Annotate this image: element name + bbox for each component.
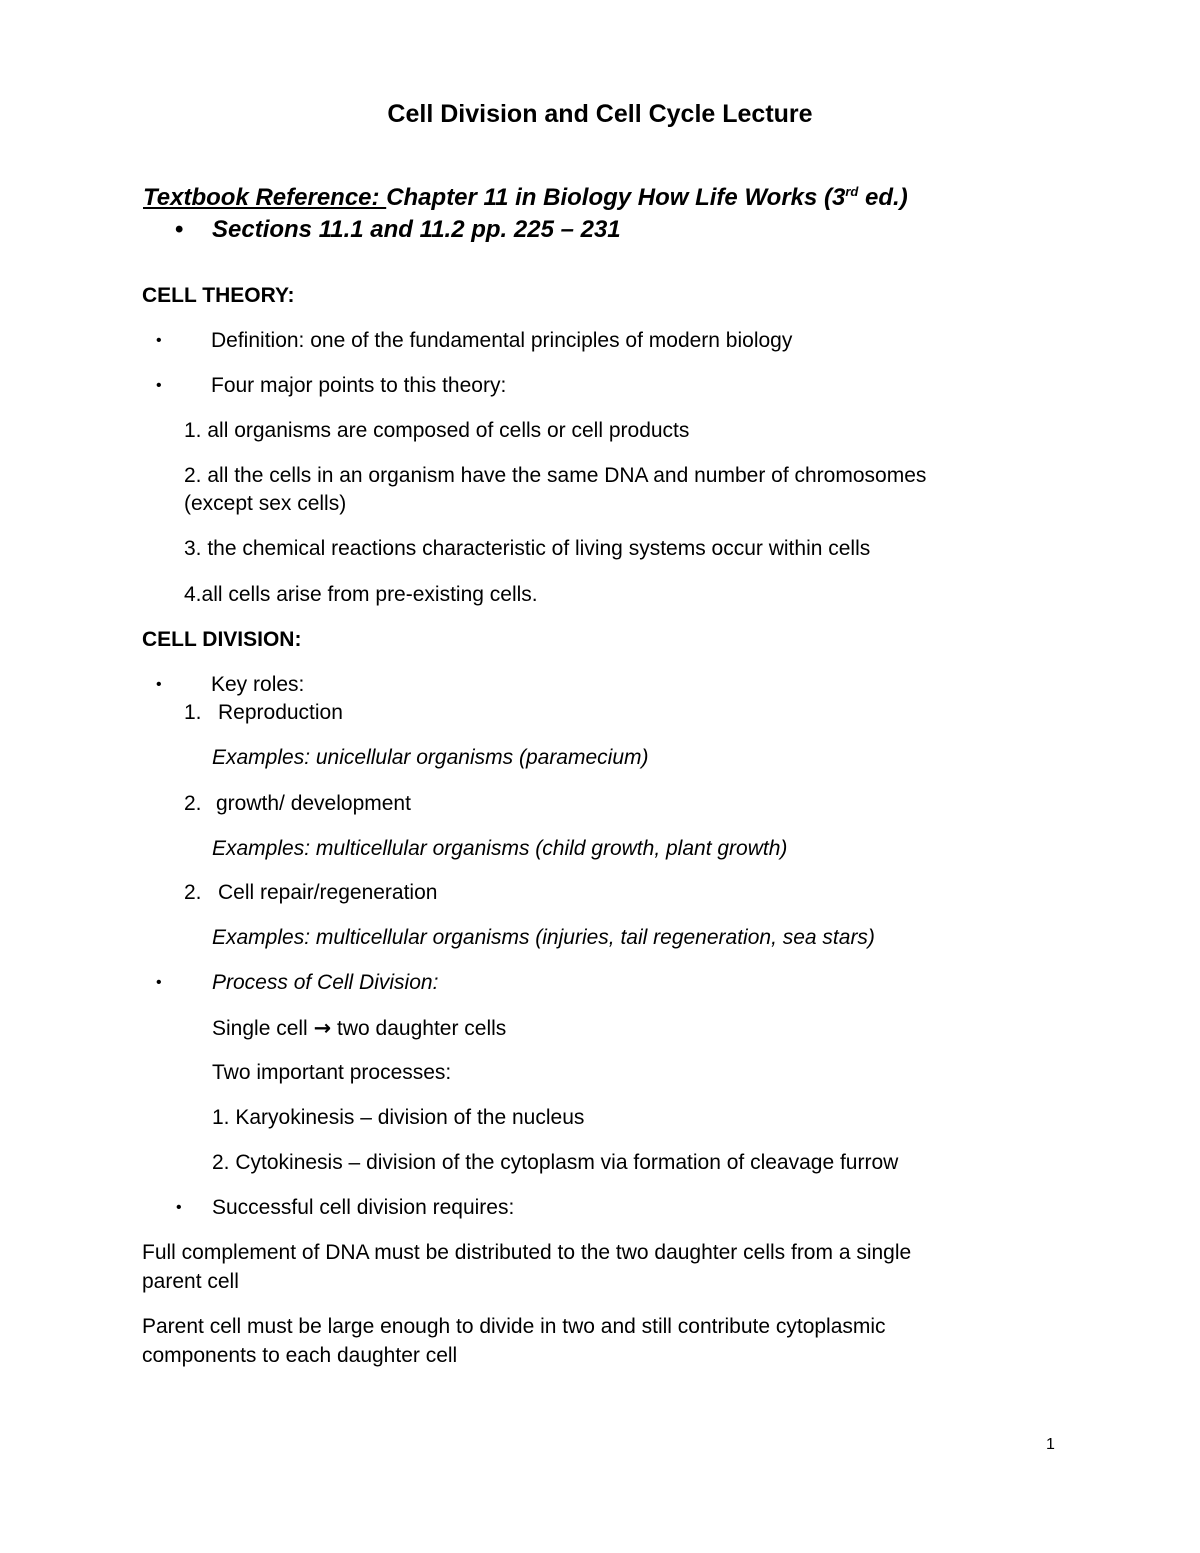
process-1-text: 1. Karyokinesis – division of the nucleus [212, 1106, 585, 1129]
requirement-1-line-1: Full complement of DNA must be distributed to the two daughter cells from a single [142, 1241, 912, 1264]
key-roles-text: Key roles: [211, 673, 305, 696]
reference-suffix: ed.) [858, 184, 908, 211]
bullet-successful: • [176, 1199, 182, 1216]
cell-theory-heading: CELL THEORY: [142, 284, 295, 307]
role-2-number: 2. [184, 792, 202, 815]
sections-reference: Sections 11.1 and 11.2 pp. 225 – 231 [212, 216, 621, 243]
reference-superscript: rd [845, 184, 859, 199]
theory-point-4: 4.all cells arise from pre-existing cells. [184, 583, 538, 606]
role-1-examples: Examples: unicellular organisms (paramecium) [212, 746, 649, 769]
single-cell-text: Single cell [212, 1017, 308, 1040]
requirement-1-line-2: parent cell [142, 1270, 239, 1293]
bullet-four-points: • [156, 377, 162, 394]
two-processes-text: Two important processes: [212, 1061, 452, 1084]
theory-point-1: 1. all organisms are composed of cells or cell products [184, 419, 690, 442]
single-cell-line [212, 1014, 506, 1043]
four-points-text: Four major points to this theory: [211, 374, 507, 397]
role-1-number: 1. [184, 701, 202, 724]
bullet-process: • [156, 974, 162, 991]
role-3-number: 2. [184, 881, 202, 904]
sections-bullet: • [175, 216, 184, 243]
role-1-text: Reproduction [218, 701, 343, 724]
role-2-text: growth/ development [216, 792, 411, 815]
reference-text: Chapter 11 in Biology How Life Works (3 [386, 184, 846, 211]
daughter-cells-text: two daughter cells [337, 1017, 507, 1040]
successful-text: Successful cell division requires: [212, 1196, 515, 1219]
requirement-2-line-2: components to each daughter cell [142, 1344, 458, 1367]
role-3-examples: Examples: multicellular organisms (injuries, tail regeneration, sea stars) [212, 926, 875, 949]
textbook-reference [143, 184, 908, 212]
theory-point-3: 3. the chemical reactions characteristic of living systems occur within cells [184, 537, 871, 560]
definition-text: Definition: one of the fundamental principles of modern biology [211, 329, 793, 352]
theory-point-2-cont: (except sex cells) [184, 492, 347, 515]
bullet-key-roles: • [156, 676, 162, 693]
theory-point-2: 2. all the cells in an organism have the same DNA and number of chromosomes [184, 464, 927, 487]
role-3-text: Cell repair/regeneration [218, 881, 438, 904]
right-arrow-icon: → [313, 1016, 332, 1040]
cell-division-heading: CELL DIVISION: [142, 628, 302, 651]
reference-label: Textbook Reference: [143, 184, 387, 211]
process-2-text: 2. Cytokinesis – division of the cytoplasm via formation of cleavage furrow [212, 1151, 899, 1174]
requirement-2-line-1: Parent cell must be large enough to divide in two and still contribute cytoplasmic [142, 1315, 886, 1338]
role-2-examples: Examples: multicellular organisms (child growth, plant growth) [212, 837, 788, 860]
process-heading: Process of Cell Division: [212, 971, 439, 994]
page-title: Cell Division and Cell Cycle Lecture [387, 100, 813, 128]
page-number: 1 [1046, 1436, 1055, 1453]
bullet-definition: • [156, 332, 162, 349]
